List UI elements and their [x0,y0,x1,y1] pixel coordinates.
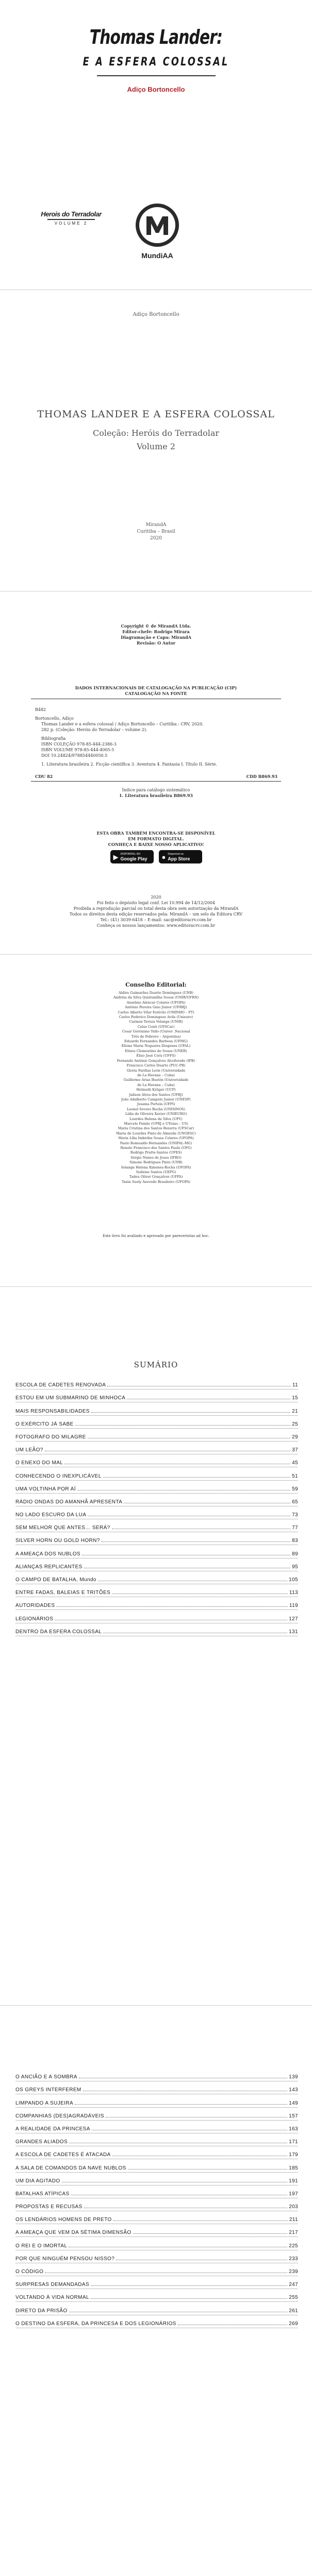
council-member: Helmuth Krüger (UCP) [136,1088,176,1092]
toc-leader-dots [75,1425,290,1426]
series-logo-volume: VOLUME 2 [54,221,88,226]
toc-entry-page: 77 [292,1525,298,1531]
council-member: Aldira Guimarães Duarte Domínguez (UNB) [119,991,193,995]
toc-leader-dots [91,2298,287,2299]
layout-line: Diagramação e Capa: MirandA [121,635,191,640]
toc-entry[interactable] [15,1469,298,1482]
legal-year: 2020 [151,895,161,900]
toc-entry-label: A SALA DE COMANDOS DA NAVE NUBLOS [15,2165,126,2171]
toc-leader-dots [103,1477,290,1478]
toc-entry-label: UM DIA AGITADO [15,2178,60,2184]
toc-entry-page: 29 [292,1434,298,1440]
legal-deposit: Foi feito o depósito legal conf. Lei 10.994 de 14/12/2004 [97,901,215,905]
cip-description: Thomas Lander e a esfera colossal / Adiço Bortoncello – Curitiba : CRV, 2020. [41,722,204,726]
toc-leader-dots [91,1412,290,1413]
cip-doi: DOI 10.24824/978854440050.5 [41,753,108,758]
toc-entry-page: 65 [292,1499,298,1505]
apple-icon: ● [161,853,166,861]
council-member: Fernando Antônio Gonçalves Alcoforado (IPB) [117,1058,195,1063]
toc-entry[interactable] [15,2200,298,2213]
council-heading: Conselho Editorial: [125,981,187,988]
toc-entry-label: UM LEÃO? [15,1447,43,1453]
toc-entry-label: O DESTINO DA ESFERA, DA PRINCESA E DOS LEGIONÁRIOS [15,2320,176,2327]
toc-leader-dots [133,2233,287,2234]
cip-record [35,707,277,767]
toc-entry-page: 51 [292,1473,298,1479]
cip-rule-bottom [31,781,281,782]
toc-entry-page: 163 [289,2126,298,2132]
toc-entry[interactable] [15,1404,298,1417]
toc-entry[interactable] [15,2265,298,2278]
toc-entry-label: GRANDES ALIADOS [15,2139,68,2145]
index-entry: 1. Literatura brasileira B869.93 [119,793,193,798]
toc-entry-label: AUTORIDADES [15,1603,55,1609]
digital-line-1: ESTA OBRA TAMBÉM ENCONTRA-SE DISPONÍVEL [96,831,216,836]
toc-leader-dots [102,1541,290,1542]
toc-entry[interactable] [15,1418,298,1431]
council-member: Cesar Gerónimo Tello (Univer .Nacional [122,1029,190,1034]
store-badges [0,850,312,863]
toc-entry-page: 113 [289,1590,298,1596]
toc-entry[interactable] [15,2304,298,2317]
toc-entry-label: O EXÉRCITO JÁ SABE [15,1421,74,1427]
council-member: Francisco Carlos Duarte (PUC-PR) [126,1063,186,1068]
cover-author: Adiço Bortoncello [127,86,185,93]
toc-leader-dots [91,2285,287,2286]
toc-entry[interactable] [15,2291,298,2304]
cip-isbn-collection: ISBN COLEÇÃO 978-85-444-2386-3 [41,742,117,747]
toc-entry-label: LEGIONÁRIOS [15,1616,54,1622]
toc-entry[interactable] [15,1612,298,1625]
cip-isbn-volume: ISBN VOLUME 978-85-444-4005-5 [41,748,114,752]
editor-line: Editor-chefe: Rodrigo Mirara [122,629,190,634]
toc-entry-page: 127 [289,1616,298,1622]
toc-entry[interactable] [15,1599,298,1612]
toc-entry-label: LIMPANDO A SUJEIRA [15,2100,74,2106]
imprint-city: Curitiba – Brasil [137,529,175,534]
council-note: Este livro foi avaliado e aprovado por pareceristas ad hoc. [102,1234,210,1238]
toc-entry[interactable] [15,2175,298,2188]
toc-entry-page: 73 [292,1512,298,1518]
council-member: Jailson Alves dos Santos (UFRJ) [129,1092,183,1097]
toc-page-2 [0,2007,312,2576]
toc-entry[interactable] [15,2096,298,2109]
title-page-volume: Volume 2 [136,442,176,451]
google-play-badge[interactable] [110,850,154,863]
toc-entry-label: SILVER HORN OU GOLD HORN? [15,1538,100,1544]
toc-entry[interactable] [15,1456,298,1469]
copyright-line: Copyright © de MirandA Ltda. [121,623,191,629]
council-member: Eduardo Fernandes Barbosa (UFMG) [124,1039,188,1044]
toc-entry-page: 45 [292,1460,298,1466]
toc-entry-page: 105 [289,1577,298,1583]
cip-author: Bortoncello, Adiço [35,716,74,721]
toc-entry-page: 95 [292,1564,298,1570]
toc-entry-label: O ANCIÃO E A SOMBRA [15,2074,77,2080]
council-member: Carlos Alberto Vilar Estêvão (UMINHO – PT) [118,1010,194,1014]
toc-entry-label: O REI E O IMORTAL [15,2243,68,2249]
toc-entry[interactable] [15,1521,298,1534]
toc-list [15,1379,298,1638]
toc-entry-label: DIRETO DA PRISÃO [15,2308,68,2314]
toc-entry-page: 261 [289,2308,298,2314]
toc-entry[interactable] [15,2123,298,2136]
toc-list-continued [15,2071,298,2330]
app-store-badge[interactable] [159,850,202,863]
council-member: Celso Conti (UFSCar) [137,1024,175,1029]
toc-entry[interactable] [15,1625,298,1638]
google-play-caption: DISPONÍVEL NO [120,853,141,856]
toc-entry-label: O CÓDIGO [15,2269,44,2275]
council-member: Elione Maria Nogueira Diogenes (UFAL) [121,1044,191,1048]
cover-title: Thomas Lander: [89,26,223,48]
toc-entry[interactable] [15,2252,298,2265]
toc-entry-label: COMPANHIAS (DES)AGRADÁVEIS [15,2113,104,2119]
council-member: Élsio José Corá (UFFS) [136,1054,176,1058]
title-page-title: THOMAS LANDER E A ESFERA COLOSSAL [37,409,275,420]
toc-entry[interactable] [15,2239,298,2252]
council-member: Renato Francisco dos Santos Paula (UFG) [120,1146,192,1150]
toc-entry-page: 179 [289,2152,298,2158]
cip-title: DADOS INTERNACIONAIS DE CATALOGAÇÃO NA PUBLICAÇÃO (CIP) [75,685,237,690]
toc-entry[interactable] [15,2278,298,2291]
toc-entry[interactable] [15,2071,298,2083]
cip-bibliography: Bibliografia [41,736,66,741]
council-member: Paulo Romualdo Hernandes (UNIFAL-MG) [120,1141,192,1145]
series-logo-name: Herois do Terradolar [41,210,102,218]
index-title: Índice para catálogo sistemático [122,788,190,792]
series-logo [40,210,102,226]
toc-entry-page: 269 [289,2320,298,2327]
page-divider [0,2005,312,2006]
legal-notice [0,894,312,928]
legal-website: Conheça os nossos lançamentos: www.editoracrv.com.br [96,923,216,928]
page-divider [0,1286,312,1287]
toc-entry-page: 217 [289,2230,298,2236]
toc-entry-label: OS GREYS INTERFEREM [15,2087,81,2093]
toc-entry-label: A AMEAÇA QUE VEM DA SÉTIMA DIMENSÃO [15,2230,132,2236]
council-member: Carlos Federico Dominguez Avila (Unieuro) [119,1015,193,1020]
council-member: Sydione Santos (UEPG) [136,1170,176,1175]
council-member: Rodrigo Pratte-Santos (UFES) [130,1150,182,1155]
toc-entry-page: 191 [289,2178,298,2184]
council-member: Antônio Pereira Gaio Júnior (UFRRJ) [125,1005,187,1010]
toc-entry[interactable] [15,2110,298,2123]
toc-entry-label: NO LADO ESCURO DA LUA [15,1512,87,1518]
toc-entry-label: OS LENDÁRIOS HOMENS DE PRETO [15,2217,112,2223]
toc-entry-label: SURPRESAS DEMANDADAS [15,2282,90,2288]
toc-entry-page: 37 [292,1447,298,1453]
toc-entry-label: A AMEAÇA DOS NUBLOS [15,1551,80,1557]
cip-code: B482 [35,707,46,712]
toc-entry[interactable] [15,1586,298,1599]
council-member: Guillermo Arias Beatón (Universidade [123,1078,189,1082]
toc-entry-page: 119 [289,1603,298,1609]
toc-entry[interactable] [15,1534,298,1547]
council-member: Três de Febrero – Argentina) [131,1034,181,1039]
imprint-year: 2020 [150,536,162,541]
title-page-author: Adiço Bortoncello [133,312,179,317]
page-divider [0,954,312,955]
toc-entry[interactable] [15,2317,298,2330]
copyright-page [0,592,312,953]
council-member: Marcelo Paixão (UFRJ e UTexas – US) [124,1121,188,1126]
toc-entry-page: 11 [292,1382,298,1388]
google-play-icon: ▶ [113,853,119,861]
toc-entry[interactable] [15,1431,298,1444]
cip-pages: 282 p. (Coleção: Heróis do Terradolar – volume 2). [41,727,147,732]
toc-entry-label: FOTOGRAFO DO MILAGRE [15,1434,86,1440]
publisher-name: MundiAA [141,251,173,260]
title-page [0,291,312,590]
toc-entry[interactable] [15,1392,298,1404]
toc-entry-label: RÁDIO ONDAS DO AMANHÃ APRESENTA [15,1499,123,1505]
toc-entry-label: ENTRE FADAS, BALEIAS E TRITÕES [15,1590,111,1596]
council-member: Lourdes Helena da Silva (UFV) [129,1116,183,1121]
council-member: de La Havana – Cuba) [137,1082,175,1087]
council-member: Tania Suely Azevedo Brasileiro (UFOPA) [122,1179,190,1184]
toc-entry-page: 171 [289,2139,298,2145]
council-member-list [0,991,312,1184]
cip-cdu: CDU 82 [35,774,53,779]
digital-notice [0,831,312,848]
cover-page [0,0,312,289]
toc-entry[interactable] [15,1483,298,1496]
legal-contact: Tel.: (41) 3039-6418 – E-mail: sac@editoracrv.com.br [100,918,212,922]
legal-rights: Todos os direitos desta edição reservados pela: MirandA – um selo da Editora CRV [69,912,243,917]
cover-rule [97,75,216,76]
toc-entry-label: ESCOLA DE CADETES RENOVADA [15,1382,106,1388]
cover-subtitle: E A ESFERA COLOSSAL [83,56,229,69]
cip-heading [31,685,281,697]
digital-line-3: CONHEÇA E BAIXE NOSSO APLICATIVO! [108,842,204,847]
toc-entry[interactable] [15,1379,298,1392]
toc-entry-label: PROPOSTAS E RECUSAS [15,2204,83,2210]
legal-reproduction: Proibida a reprodução parcial ou total desta obra sem autorização da MirandA [73,906,239,911]
toc-entry-label: UMA VOLTINHA POR AÍ [15,1486,76,1492]
toc-entry-page: 203 [289,2204,298,2210]
systematic-index [0,787,312,799]
toc-entry-label: DENTRO DA ESFERA COLOSSAL [15,1629,102,1635]
toc-entry[interactable] [15,2148,298,2161]
toc-entry[interactable] [15,2226,298,2239]
toc-leader-dots [75,2104,287,2105]
toc-entry[interactable] [15,2188,298,2200]
title-page-collection: Coleção: Heróis do Terradolar [92,428,220,438]
council-member: Josania Portela (UFPI) [137,1102,175,1107]
toc-entry-label: SEM MELHOR QUE ANTES… SERÁ? [15,1525,110,1531]
toc-entry-page: 233 [289,2256,298,2262]
toc-entry-label: CONHECENDO O INEXPLICÁVEL [15,1473,102,1479]
toc-entry[interactable] [15,2136,298,2148]
council-member: Elizeu Clementino de Souza (UNEB) [125,1048,187,1053]
cip-subjects: 1. Literatura brasileira 2. Ficção científica 3. Aventura 4. Fantasia I. Título II. Série. [41,762,217,767]
publisher-logo-icon [134,202,180,248]
title-page-imprint [0,522,312,542]
toc-entry-page: 211 [289,2217,298,2223]
toc-entry[interactable] [15,1509,298,1521]
toc-entry-page: 131 [289,1629,298,1635]
series-logo-bar [47,219,95,220]
imprint-publisher: MirandA [145,522,167,528]
toc-entry-page: 239 [289,2269,298,2275]
toc-entry-label: O ENEXO DO MAL [15,1460,63,1466]
cip-subtitle: CATALOGAÇÃO NA FONTE [125,691,187,696]
council-member: Tadeu Oliver Gonçalves (UFPA) [129,1175,183,1179]
toc-entry-label: POR QUE NINGUÉM PENSOU NISSO? [15,2256,115,2262]
toc-entry-label: MAIS RESPONSABILIDADES [15,1408,90,1414]
toc-entry-page: 157 [289,2113,298,2119]
council-member: Solange Helena Ximenes-Rocha (UFOPA) [121,1165,191,1170]
toc-leader-dots [56,1606,287,1607]
app-store-caption: Disponível na [168,853,184,856]
toc-entry-page: 197 [289,2191,298,2197]
council-member: Gloria Fariñas León (Universidade [126,1068,186,1073]
toc-entry-page: 149 [289,2100,298,2106]
toc-entry-page: 225 [289,2243,298,2249]
cip-classification [35,774,277,779]
toc-entry-label: O CAMPO DE BATALHA, Mundo [15,1577,96,1583]
toc-entry-page: 83 [292,1538,298,1544]
council-member: de La Havana – Cuba) [137,1073,175,1077]
credits-block [0,623,312,646]
toc-entry-label: ALIANÇAS REPLICANTES [15,1564,83,1570]
toc-entry-page: 255 [289,2295,298,2301]
toc-entry-label: VOLTANDO À VIDA NORMAL [15,2295,89,2301]
toc-entry-label: A REALIDADE DA PRINCESA [15,2126,90,2132]
council-member: Lídia de Oliveira Xavier (UNIEURO) [125,1112,187,1116]
toc-entry-page: 15 [292,1395,298,1401]
toc-entry-page: 59 [292,1486,298,1492]
toc-entry[interactable] [15,1547,298,1560]
cip-cdd: CDD B869.93 [246,774,277,779]
council-member: Sérgio Nunes de Jesus (IFRO) [130,1155,182,1160]
council-member: Maria Cristina dos Santos Bezerra (UFSCar) [118,1126,194,1131]
toc-entry[interactable] [15,2083,298,2096]
toc-entry-page: 185 [289,2165,298,2171]
toc-entry-page: 89 [292,1551,298,1557]
council-member: Leonel Severo Rocha (UNISINOS) [126,1107,186,1111]
toc-entry[interactable] [15,1496,298,1509]
toc-entry-page: 21 [292,1408,298,1414]
toc-entry[interactable] [15,1573,298,1586]
toc-entry[interactable] [15,1561,298,1573]
toc-page-1 [0,1288,312,2004]
toc-entry-page: 247 [289,2282,298,2288]
council-member: Carmen Tereza Velanga (UNIR) [129,1020,183,1024]
digital-line-2: EM FORMATO DIGITAL. [128,836,184,841]
council-member: Maria de Lourdes Pinto de Almeida (UNOESC) [116,1131,196,1136]
toc-entry[interactable] [15,1444,298,1456]
toc-title: SUMÁRIO [134,1360,178,1369]
toc-leader-dots [128,2169,287,2170]
app-store-label: App Store [168,856,190,861]
review-line: Revisão: O Autor [136,640,176,646]
toc-entry[interactable] [15,2213,298,2226]
toc-entry-label: ESTOU EM UM SUBMARINO DE MINHOCA [15,1395,126,1401]
editorial-council-page [0,956,312,1285]
council-member: João Adalberto Campato Junior (UNESP) [121,1097,191,1101]
toc-entry[interactable] [15,2161,298,2174]
toc-entry-label: A ESCOLA DE CADETES É ATACADA [15,2152,111,2158]
google-play-label: Google Play [120,856,147,861]
council-member: Simone Rodrigues Pinto (UNB) [129,1160,183,1165]
toc-entry-label: BATALHAS ATÍPICAS [15,2191,70,2197]
council-member: Maria Lília Imbiriba Sousa Colares (UFOPA) [118,1136,194,1141]
toc-entry-page: 25 [292,1421,298,1427]
toc-entry-page: 143 [289,2087,298,2093]
toc-entry-page: 139 [289,2074,298,2080]
council-member: Anselmo Alencar Colares (UFOPA) [126,1000,186,1005]
council-member: Andréia da Silva Quintanilha Sousa (UNIR/UFRN) [113,995,199,1000]
